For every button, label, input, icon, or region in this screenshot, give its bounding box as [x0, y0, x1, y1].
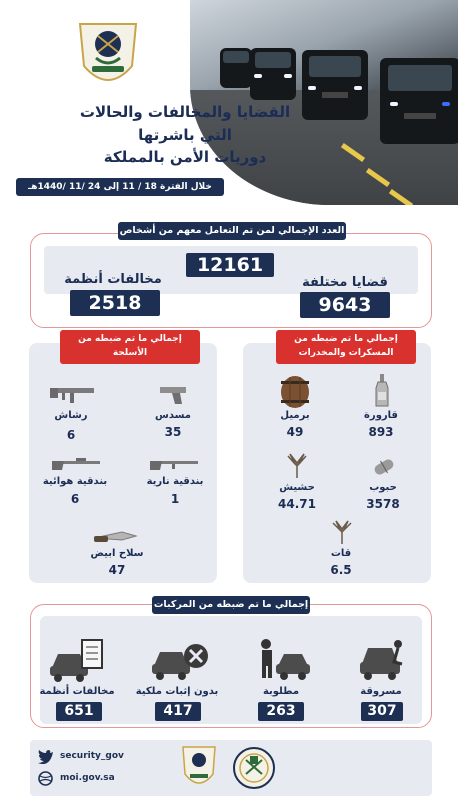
drug-value-pills: 3578	[366, 497, 400, 511]
twitter-icon	[38, 749, 54, 768]
violation-car-icon	[48, 638, 104, 686]
drug-label-barrel: برميل	[280, 410, 310, 421]
drug-label-pills: حبوب	[369, 482, 397, 493]
vehicle-value-wanted: 263	[258, 702, 304, 721]
title-line-2: التي باشرتها	[138, 126, 232, 144]
vehicle-value-stolen: 307	[361, 702, 403, 721]
weapons-heading: إجمالي ما تم ضبطه من الأسلحة	[60, 330, 200, 364]
cases-label: قضايا مختلفة	[302, 275, 388, 290]
vehicle-label-wanted: مطلوبة	[262, 686, 300, 697]
no-ownership-car-icon	[150, 640, 210, 684]
drug-value-khat: 6.5	[330, 563, 352, 577]
weapon-label-knife: سلاح ابيض	[90, 548, 144, 559]
wanted-car-icon	[254, 636, 310, 684]
machine-gun-icon	[48, 384, 96, 408]
weapon-value-knife: 47	[108, 563, 126, 577]
pistol-icon	[158, 384, 188, 410]
drugs-heading: إجمالي ما تم ضبطه من المسكرات والمخدرات	[276, 330, 416, 364]
violations-value: 2518	[70, 290, 160, 316]
security-patrols-logo	[72, 18, 144, 94]
weapon-label-rifle: بندقية نارية	[146, 476, 204, 487]
rifle-icon	[148, 456, 200, 476]
ministry-seal-icon	[232, 746, 276, 794]
cases-value: 9643	[300, 292, 390, 318]
drug-label-hashish: حشيش	[279, 482, 315, 493]
barrel-icon	[280, 375, 310, 413]
vehicle-value-no-ownership: 417	[155, 702, 201, 721]
air-rifle-icon	[50, 456, 102, 476]
drug-value-hashish: 44.71	[278, 497, 316, 511]
title-line-1: القضايا والمخالفات والحالات	[79, 103, 291, 121]
weapon-label-pistol: مسدس	[155, 410, 191, 421]
globe-icon	[38, 771, 53, 790]
vehicle-label-violations: مخالفات أنظمة	[39, 686, 115, 697]
twitter-handle[interactable]: security_gov	[60, 751, 124, 761]
bottle-icon	[374, 374, 390, 412]
drug-value-barrel: 49	[286, 425, 304, 439]
weapon-label-machine-gun: رشاش	[54, 410, 88, 421]
website-link[interactable]: moi.gov.sa	[60, 773, 115, 783]
title-line-3: دوريات الأمن بالمملكة	[103, 148, 267, 166]
footer-bar	[30, 740, 432, 796]
weapon-value-pistol: 35	[164, 425, 182, 439]
drug-label-bottle: قارورة	[364, 410, 398, 421]
weapon-value-rifle: 1	[170, 492, 180, 506]
period-badge: خلال الفترة 18 / 11 إلى 24 /11 /1440هـ	[16, 178, 224, 196]
pills-icon	[372, 458, 396, 482]
patrols-emblem-icon	[180, 744, 218, 796]
violations-label: مخالفات أنظمة	[64, 272, 162, 287]
cannabis-leaf-icon	[284, 452, 310, 484]
khat-leaf-icon	[330, 520, 354, 550]
stolen-car-icon	[358, 634, 406, 684]
drug-value-bottle: 893	[368, 425, 394, 439]
weapon-label-air-rifle: بندقية هوائية	[42, 476, 108, 487]
drug-label-khat: قات	[330, 548, 352, 559]
persons-total-value: 12161	[186, 253, 274, 277]
knife-icon	[92, 528, 138, 550]
vehicle-label-no-ownership: بدون إثبات ملكية	[135, 686, 219, 697]
vehicles-heading: إجمالي ما تم ضبطه من المركبات	[152, 596, 310, 614]
weapon-value-machine-gun: 6	[66, 428, 76, 442]
weapon-value-air-rifle: 6	[70, 492, 80, 506]
vehicle-value-violations: 651	[56, 702, 102, 721]
vehicle-label-stolen: مسروقة	[360, 686, 402, 697]
persons-heading: العدد الإجمالي لمن تم التعامل معهم من أشخاص	[118, 222, 346, 240]
